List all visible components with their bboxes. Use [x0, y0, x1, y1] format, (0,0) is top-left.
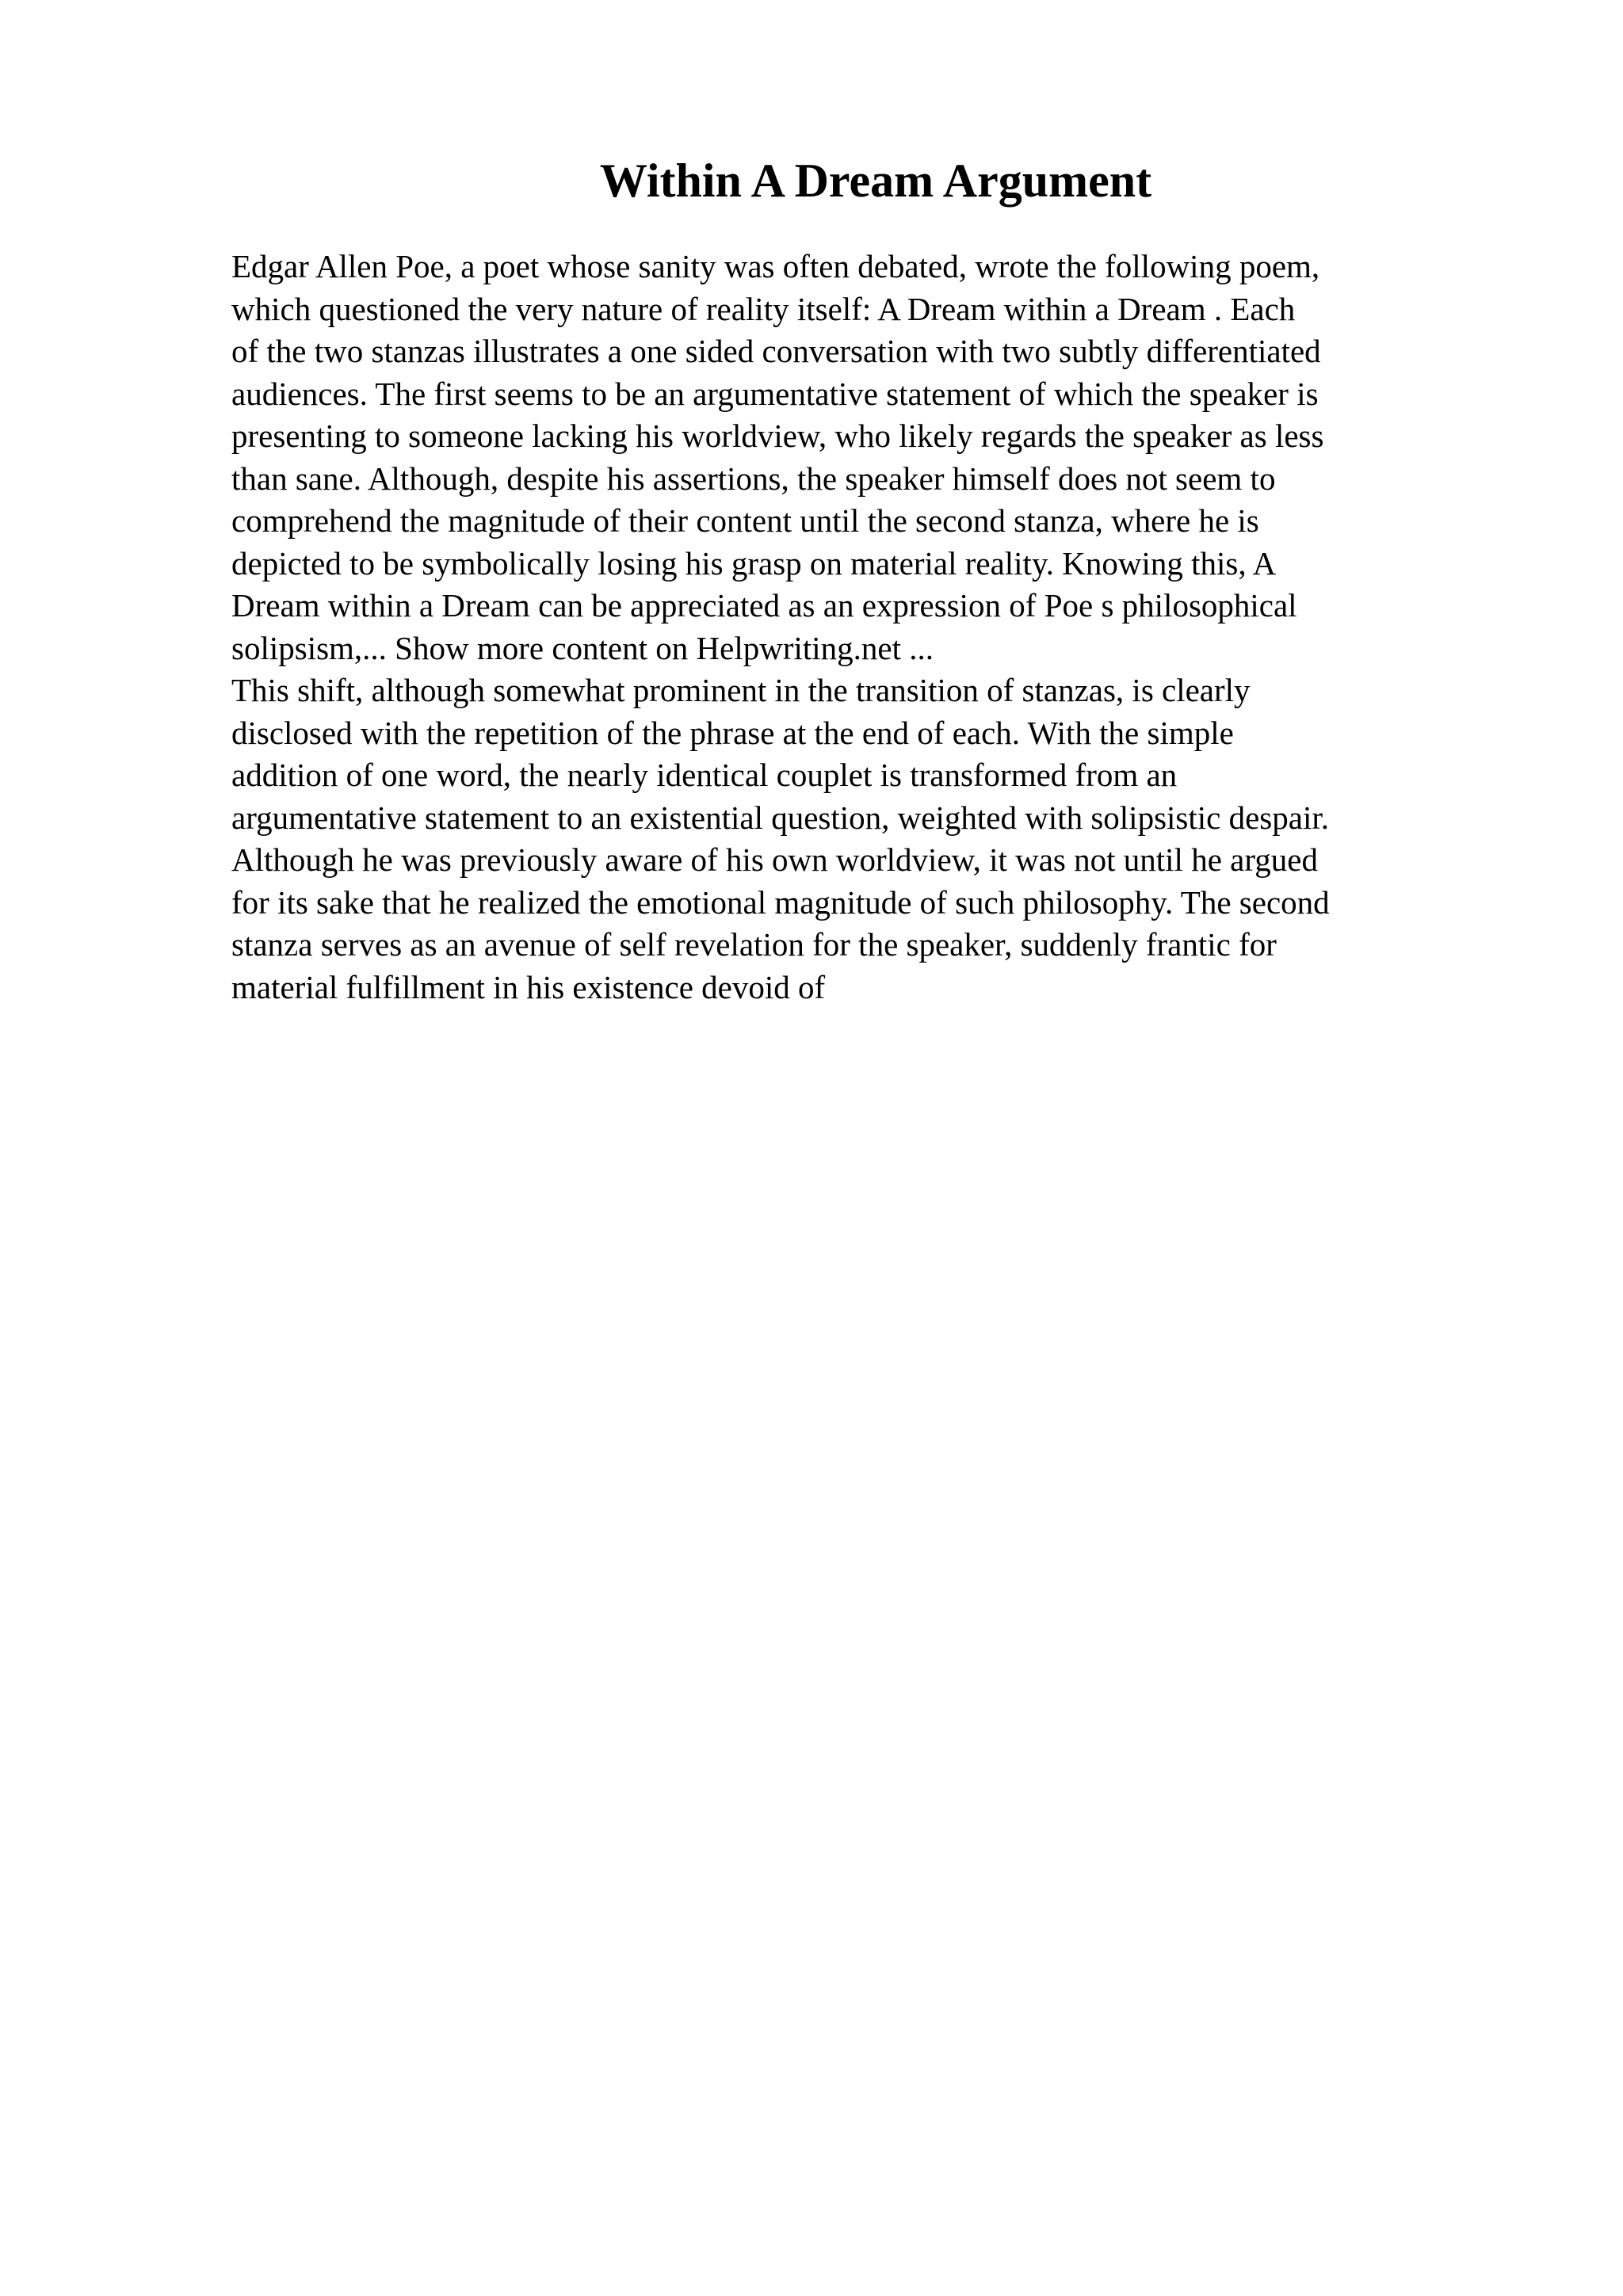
- body-line: addition of one word, the nearly identical couplet is transformed from an: [231, 757, 1178, 793]
- body-line: presenting to someone lacking his worldview, who likely regards the speaker as less: [231, 418, 1324, 454]
- body-line: material fulfillment in his existence devoid of: [231, 968, 826, 1005]
- document-body: [231, 246, 1499, 1009]
- body-line: of the two stanzas illustrates a one sided conversation with two subtly differentiated: [231, 333, 1321, 369]
- body-line: which questioned the very nature of reality itself: A Dream within a Dream . Each: [231, 290, 1296, 327]
- body-line: Dream within a Dream can be appreciated as an expression of Poe s philosophical: [231, 587, 1297, 624]
- body-line: argumentative statement to an existential question, weighted with solipsistic despair.: [231, 799, 1329, 836]
- body-line: stanza serves as an avenue of self revelation for the speaker, suddenly frantic for: [231, 926, 1277, 963]
- body-line: disclosed with the repetition of the phrase at the end of each. With the simple: [231, 714, 1234, 751]
- document-title: Within A Dream Argument: [599, 154, 1152, 207]
- body-line: solipsism,... Show more content on Helpwriting.net ...: [231, 629, 934, 666]
- body-line: This shift, although somewhat prominent in the transition of stanzas, is clearly: [231, 672, 1251, 708]
- body-line: depicted to be symbolically losing his grasp on material reality. Knowing this, A: [231, 544, 1277, 582]
- body-line: comprehend the magnitude of their content until the second stanza, where he is: [231, 502, 1259, 539]
- body-line: for its sake that he realized the emotional magnitude of such philosophy. The second: [231, 883, 1330, 921]
- body-line: than sane. Although, despite his assertions, the speaker himself does not seem to: [231, 460, 1276, 497]
- body-line: Although he was previously aware of his own worldview, it was not until he argued: [231, 841, 1318, 878]
- body-line: Edgar Allen Poe, a poet whose sanity was often debated, wrote the following poem,: [231, 248, 1320, 284]
- body-line: audiences. The first seems to be an argumentative statement of which the speaker is: [231, 375, 1319, 412]
